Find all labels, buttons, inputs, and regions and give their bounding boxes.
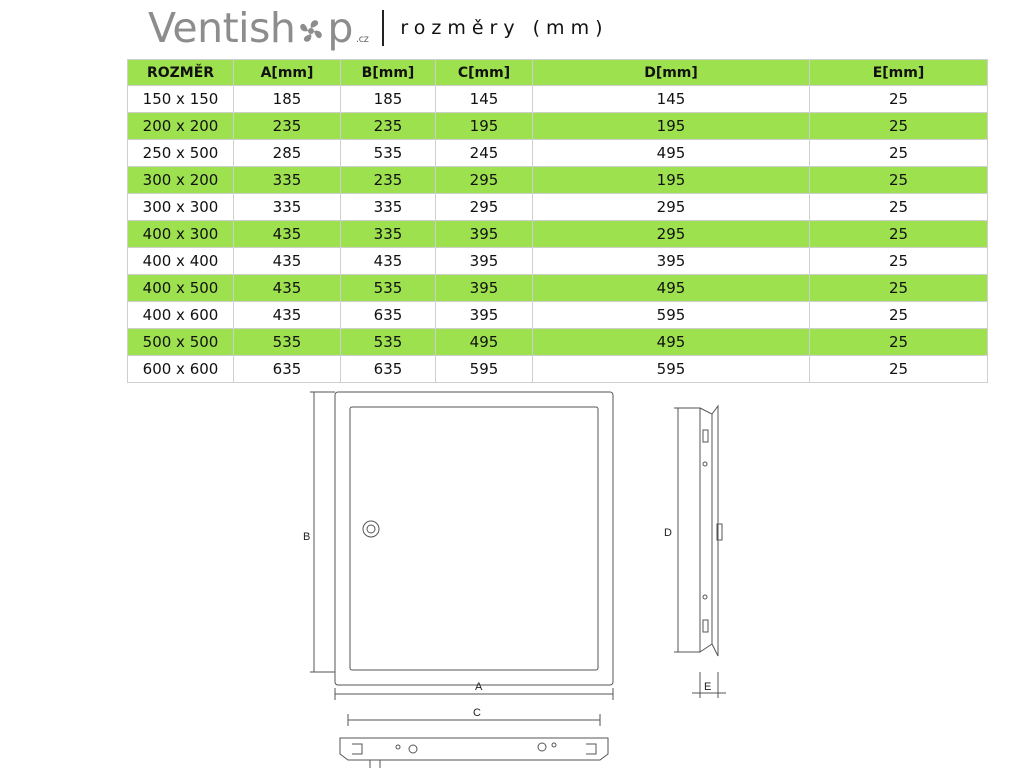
cell-c: 295 bbox=[436, 194, 533, 221]
cell-size: 500 x 500 bbox=[128, 329, 234, 356]
cell-c: 595 bbox=[436, 356, 533, 383]
cell-b: 535 bbox=[341, 329, 436, 356]
dimension-label-c: C bbox=[473, 707, 481, 719]
cell-c: 395 bbox=[436, 275, 533, 302]
cell-size: 300 x 200 bbox=[128, 167, 234, 194]
cell-a: 435 bbox=[234, 302, 341, 329]
cell-e: 25 bbox=[810, 221, 988, 248]
cell-e: 25 bbox=[810, 302, 988, 329]
cell-a: 285 bbox=[234, 140, 341, 167]
side-view bbox=[674, 406, 726, 698]
cell-size: 250 x 500 bbox=[128, 140, 234, 167]
logo-text-end: p bbox=[327, 4, 353, 52]
cell-e: 25 bbox=[810, 275, 988, 302]
cell-b: 635 bbox=[341, 356, 436, 383]
cell-size: 400 x 400 bbox=[128, 248, 234, 275]
cell-size: 400 x 300 bbox=[128, 221, 234, 248]
table-row bbox=[128, 113, 988, 140]
cell-size: 150 x 150 bbox=[128, 86, 234, 113]
cell-size: 400 x 500 bbox=[128, 275, 234, 302]
cell-a: 335 bbox=[234, 167, 341, 194]
dimension-label-e: E bbox=[704, 681, 712, 693]
cell-b: 235 bbox=[341, 113, 436, 140]
cell-b: 535 bbox=[341, 140, 436, 167]
cell-a: 185 bbox=[234, 86, 341, 113]
table-row bbox=[128, 221, 988, 248]
cell-a: 635 bbox=[234, 356, 341, 383]
fan-icon bbox=[296, 8, 326, 38]
page-subtitle: rozměry (mm) bbox=[400, 17, 609, 39]
cell-c: 295 bbox=[436, 167, 533, 194]
cell-d: 295 bbox=[533, 221, 810, 248]
cell-size: 300 x 300 bbox=[128, 194, 234, 221]
table-row bbox=[128, 302, 988, 329]
cell-c: 195 bbox=[436, 113, 533, 140]
cell-size: 200 x 200 bbox=[128, 113, 234, 140]
cell-b: 185 bbox=[341, 86, 436, 113]
ventishop-logo[interactable] bbox=[148, 4, 368, 52]
cell-a: 435 bbox=[234, 221, 341, 248]
cell-b: 235 bbox=[341, 167, 436, 194]
dimension-label-d: D bbox=[664, 527, 672, 539]
logo-text-start: Ventish bbox=[148, 4, 296, 52]
column-header-e: E[mm] bbox=[810, 60, 988, 86]
column-header-d: D[mm] bbox=[533, 60, 810, 86]
table-row bbox=[128, 356, 988, 383]
header-divider bbox=[382, 10, 384, 46]
cell-e: 25 bbox=[810, 356, 988, 383]
dimensions-table bbox=[127, 59, 988, 383]
cell-d: 495 bbox=[533, 329, 810, 356]
cell-b: 635 bbox=[341, 302, 436, 329]
cell-c: 395 bbox=[436, 302, 533, 329]
cell-a: 235 bbox=[234, 113, 341, 140]
cell-d: 595 bbox=[533, 302, 810, 329]
logo-tld: .cz bbox=[355, 34, 369, 45]
cell-size: 600 x 600 bbox=[128, 356, 234, 383]
table-row bbox=[128, 248, 988, 275]
cell-a: 335 bbox=[234, 194, 341, 221]
cell-d: 495 bbox=[533, 275, 810, 302]
cell-d: 295 bbox=[533, 194, 810, 221]
header bbox=[148, 2, 609, 54]
cell-d: 495 bbox=[533, 140, 810, 167]
front-view bbox=[310, 392, 613, 700]
cell-d: 195 bbox=[533, 113, 810, 140]
cell-a: 435 bbox=[234, 275, 341, 302]
cell-c: 395 bbox=[436, 248, 533, 275]
cell-b: 335 bbox=[341, 221, 436, 248]
table-row bbox=[128, 140, 988, 167]
cell-e: 25 bbox=[810, 329, 988, 356]
cell-d: 195 bbox=[533, 167, 810, 194]
cell-e: 25 bbox=[810, 140, 988, 167]
bottom-view bbox=[340, 714, 608, 768]
cell-a: 535 bbox=[234, 329, 341, 356]
cell-b: 535 bbox=[341, 275, 436, 302]
dimension-label-b: B bbox=[303, 531, 311, 543]
table-header-row bbox=[128, 60, 988, 86]
table-body bbox=[128, 86, 988, 383]
column-header-b: B[mm] bbox=[341, 60, 436, 86]
column-header-rozmer: ROZMĚR bbox=[128, 60, 234, 86]
table-row bbox=[128, 167, 988, 194]
table-row bbox=[128, 194, 988, 221]
cell-d: 595 bbox=[533, 356, 810, 383]
cell-b: 435 bbox=[341, 248, 436, 275]
table-row bbox=[128, 275, 988, 302]
cell-e: 25 bbox=[810, 167, 988, 194]
cell-b: 335 bbox=[341, 194, 436, 221]
cell-d: 145 bbox=[533, 86, 810, 113]
dimension-label-a: A bbox=[475, 681, 483, 693]
column-header-a: A[mm] bbox=[234, 60, 341, 86]
table-row bbox=[128, 86, 988, 113]
cell-e: 25 bbox=[810, 113, 988, 140]
cell-c: 395 bbox=[436, 221, 533, 248]
cell-c: 495 bbox=[436, 329, 533, 356]
cell-e: 25 bbox=[810, 194, 988, 221]
cell-e: 25 bbox=[810, 248, 988, 275]
table-row bbox=[128, 329, 988, 356]
cell-c: 245 bbox=[436, 140, 533, 167]
cell-size: 400 x 600 bbox=[128, 302, 234, 329]
column-header-c: C[mm] bbox=[436, 60, 533, 86]
cell-d: 395 bbox=[533, 248, 810, 275]
cell-c: 145 bbox=[436, 86, 533, 113]
cell-e: 25 bbox=[810, 86, 988, 113]
access-door-drawing bbox=[0, 380, 1024, 768]
cell-a: 435 bbox=[234, 248, 341, 275]
